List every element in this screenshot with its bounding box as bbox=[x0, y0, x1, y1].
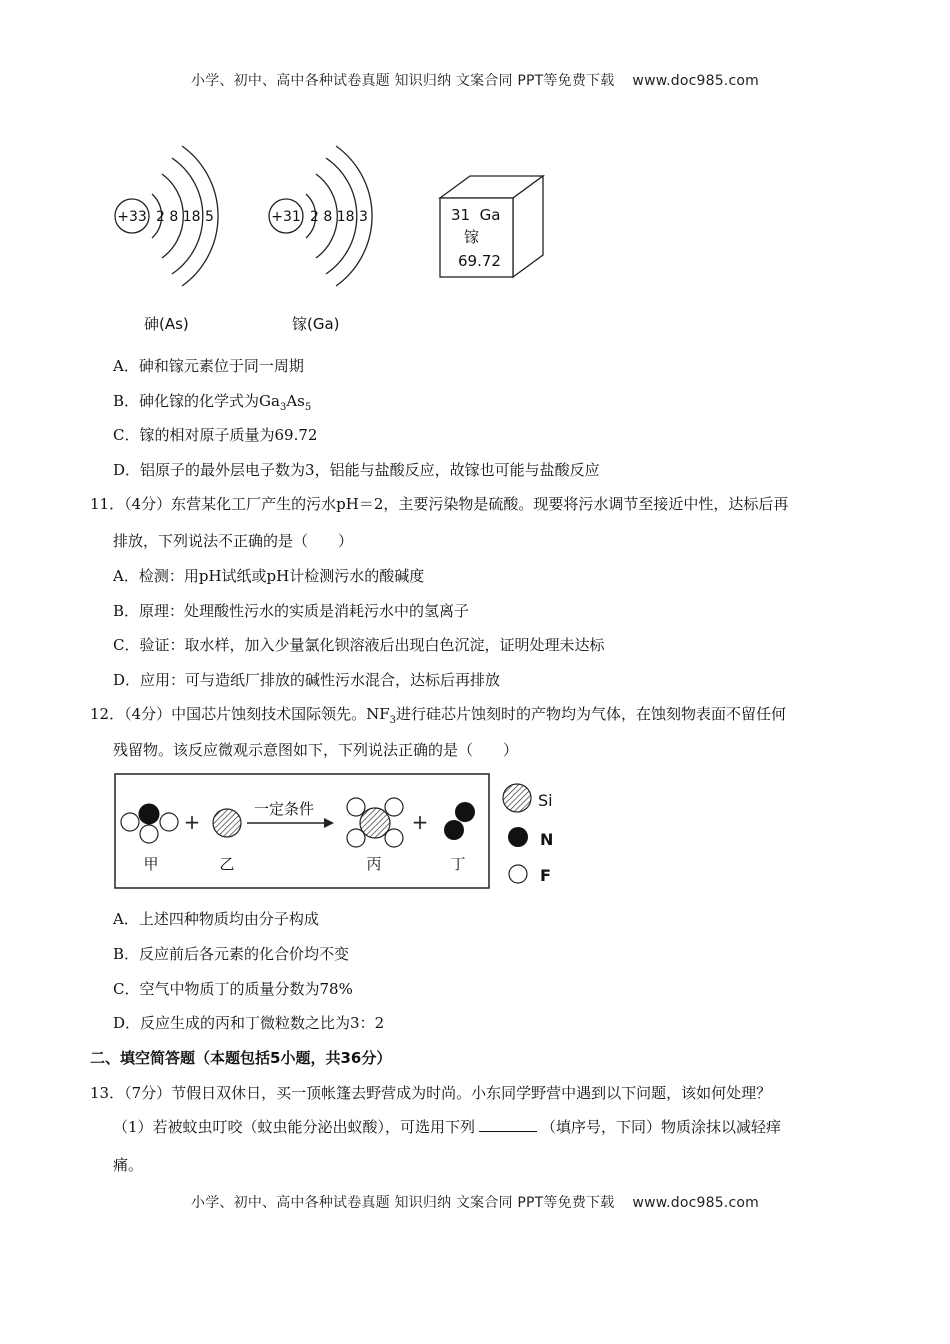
header-site: www.doc985.com bbox=[632, 73, 759, 89]
reaction-diagram bbox=[112, 772, 562, 892]
q12-option-c: C．空气中物质丁的质量分数为78% bbox=[113, 980, 353, 998]
q13-stem: 13．（7分）节假日双休日，买一顶帐篷去野营成为时尚。小东同学野营中遇到以下问题，该如何处理？ bbox=[90, 1084, 772, 1102]
legend-f-label: F bbox=[540, 866, 551, 885]
card-element-name: 镓 bbox=[464, 228, 480, 246]
q11-stem-cont: 排放，下列说法不正确的是（ ） bbox=[113, 532, 354, 550]
q13-answer-blank[interactable] bbox=[479, 1117, 537, 1132]
label-bing: 丙 bbox=[366, 855, 382, 873]
legend bbox=[503, 784, 553, 885]
gallium-element-card bbox=[440, 176, 543, 277]
gallium-atom-diagram bbox=[269, 146, 372, 333]
section-2-title: 二、填空简答题（本题包括5小题，共36分） bbox=[90, 1049, 392, 1067]
q12-option-a: A．上述四种物质均由分子构成 bbox=[113, 910, 319, 928]
page-footer bbox=[0, 1192, 950, 1212]
q12-option-b: B．反应前后各元素的化合价均不变 bbox=[113, 945, 350, 963]
molecule-ding bbox=[444, 802, 475, 840]
legend-n-swatch bbox=[508, 827, 528, 847]
q10-option-c: C．镓的相对原子质量为69.72 bbox=[113, 426, 318, 444]
gallium-nucleus-charge: +31 bbox=[271, 209, 301, 225]
q12-stem-cont: 残留物。该反应微观示意图如下，下列说法正确的是（ ） bbox=[113, 741, 519, 759]
molecule-bing bbox=[347, 798, 403, 847]
card-atomic-mass: 69.72 bbox=[458, 252, 501, 270]
plus-sign-2: + bbox=[411, 810, 429, 834]
header-text: 小学、初中、高中各种试卷真题 知识归纳 文案合同 PPT等免费下载 bbox=[191, 73, 615, 89]
q11-option-d: D．应用：可与造纸厂排放的碱性污水混合，达标后再排放 bbox=[113, 671, 501, 689]
label-ding: 丁 bbox=[450, 855, 466, 873]
arsenic-nucleus-charge: +33 bbox=[117, 209, 147, 225]
footer-text: 小学、初中、高中各种试卷真题 知识归纳 文案合同 PPT等免费下载 bbox=[191, 1195, 615, 1211]
atom-structure-figure bbox=[100, 140, 560, 340]
legend-f-swatch bbox=[509, 865, 527, 883]
molecule-jia bbox=[121, 804, 178, 843]
q13-sub1: （1）若被蚊虫叮咬（蚊虫能分泌出蚁酸），可选用下列 （填序号，下同）物质涂抹以减轻痒 bbox=[113, 1118, 782, 1136]
q11-option-a: A．检测：用pH试纸或pH计检测污水的酸碱度 bbox=[113, 567, 425, 585]
q11-stem: 11．（4分）东营某化工厂产生的污水pH＝2，主要污染物是硫酸。现要将污水调节至接近中性，达标后再 bbox=[90, 495, 789, 513]
reaction-condition: 一定条件 bbox=[253, 800, 315, 818]
plus-sign-1: + bbox=[183, 810, 201, 834]
arsenic-label: 砷(As) bbox=[144, 315, 189, 333]
q10-option-b: B．砷化镓的化学式为$Ga_3As_5$ bbox=[113, 392, 312, 413]
legend-si-swatch bbox=[503, 784, 531, 812]
molecule-yi bbox=[213, 809, 241, 837]
legend-si-label: Si bbox=[538, 791, 553, 810]
arsenic-electrons: 2 8 18 5 bbox=[156, 209, 214, 225]
gallium-electrons: 2 8 18 3 bbox=[310, 209, 368, 225]
page-header bbox=[0, 70, 950, 90]
reaction-arrowhead bbox=[324, 818, 334, 828]
gallium-label: 镓(Ga) bbox=[292, 315, 340, 333]
arsenic-atom-diagram bbox=[115, 146, 218, 333]
q11-option-c: C．验证：取水样，加入少量氯化钡溶液后出现白色沉淀，证明处理未达标 bbox=[113, 636, 605, 654]
label-jia: 甲 bbox=[143, 855, 159, 873]
q12-option-d: D．反应生成的丙和丁微粒数之比为3：2 bbox=[113, 1014, 385, 1032]
q10-option-d: D．铝原子的最外层电子数为3，铝能与盐酸反应，故镓也可能与盐酸反应 bbox=[113, 461, 600, 479]
q10-option-a: A．砷和镓元素位于同一周期 bbox=[113, 357, 304, 375]
q11-option-b: B．原理：处理酸性污水的实质是消耗污水中的氢离子 bbox=[113, 602, 470, 620]
label-yi: 乙 bbox=[219, 855, 235, 873]
q12-stem: 12．（4分）中国芯片蚀刻技术国际领先。$NF_3$进行硅芯片蚀刻时的产物均为气体，在蚀刻物表面不留任何 bbox=[90, 705, 787, 726]
footer-site: www.doc985.com bbox=[632, 1195, 759, 1211]
card-number-symbol: 31 Ga bbox=[451, 206, 501, 224]
legend-n-label: N bbox=[540, 830, 554, 849]
q13-sub1-cont: 痛。 bbox=[113, 1156, 144, 1174]
